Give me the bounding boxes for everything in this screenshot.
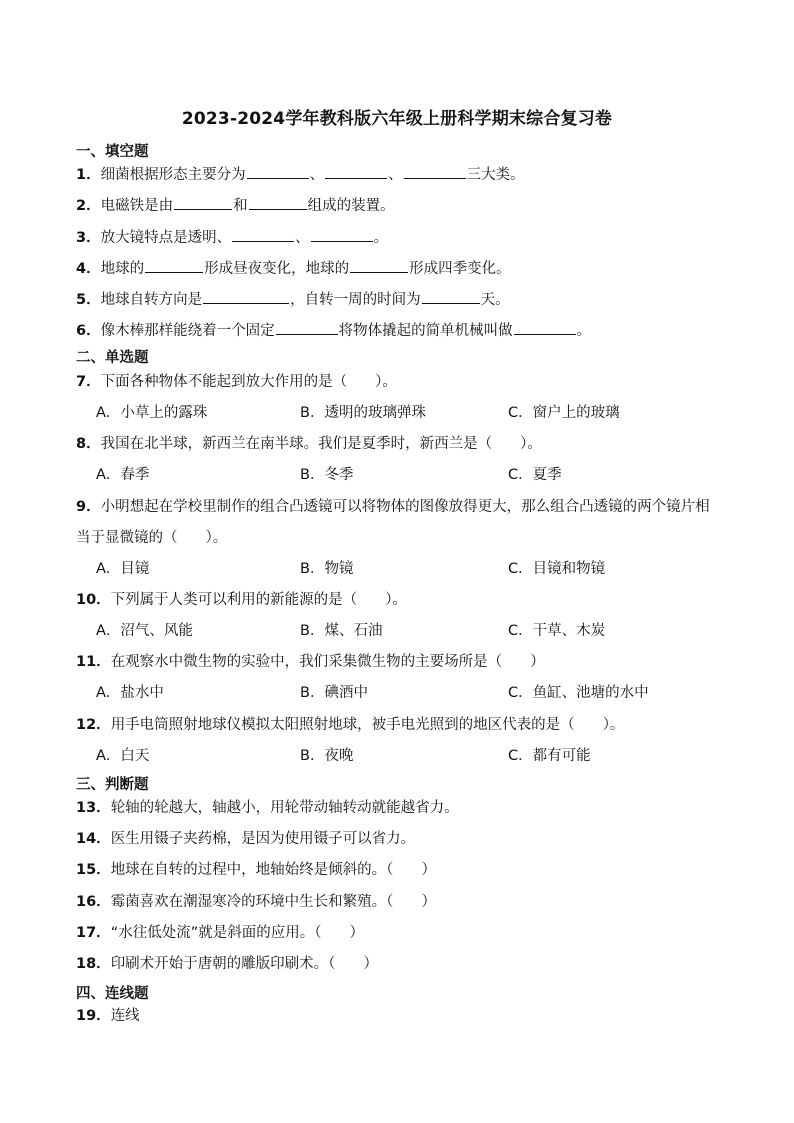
question-text: 小明想起在学校里制作的组合凸透镜可以将物体的图像放得更大，那么组合凸透镜的两个镜片相	[100, 499, 710, 515]
answer-blank[interactable]	[350, 258, 408, 273]
question-number: 1．	[76, 167, 101, 183]
option-a[interactable]: A．盐水中	[96, 685, 164, 701]
answer-blank[interactable]	[422, 289, 480, 304]
question-text: 医生用镊子夹药棉，是因为使用镊子可以省力。	[110, 831, 416, 847]
answer-blank[interactable]	[203, 289, 289, 304]
question-text: 、	[295, 230, 310, 246]
answer-blank[interactable]	[514, 320, 576, 335]
question-text: 天。	[480, 292, 510, 308]
question-17	[76, 923, 364, 943]
question-number: 18．	[76, 956, 111, 972]
question-9-cont	[76, 528, 227, 548]
question-number: 17．	[76, 925, 111, 941]
question-text: ）。	[385, 592, 407, 608]
question-text: 和	[233, 198, 248, 214]
option-b[interactable]: B．物镜	[300, 561, 354, 577]
answer-blank[interactable]	[247, 164, 309, 179]
section-true-false: 三、判断题	[76, 777, 149, 793]
question-text: ）	[363, 956, 378, 972]
question-text: 我国在北半球，新西兰在南半球。我们是夏季时，新西兰是（	[100, 436, 493, 452]
question-text: 细菌根据形态主要分为	[100, 167, 246, 183]
question-5	[76, 289, 510, 310]
question-3	[76, 227, 388, 248]
question-6	[76, 320, 591, 341]
question-9	[76, 497, 710, 517]
question-text: 地球自转方向是	[100, 292, 203, 308]
option-a[interactable]: A．小草上的露珠	[96, 405, 208, 421]
question-10	[76, 590, 407, 610]
answer-blank[interactable]	[325, 164, 387, 179]
question-number: 6．	[76, 323, 101, 339]
question-number: 14．	[76, 831, 111, 847]
section-single-choice: 二、单选题	[76, 350, 149, 366]
question-number: 2．	[76, 198, 101, 214]
option-b[interactable]: B．冬季	[300, 467, 354, 483]
option-c[interactable]: C．都有可能	[508, 748, 591, 764]
question-number: 7．	[76, 374, 101, 390]
question-2	[76, 195, 395, 216]
question-14	[76, 829, 415, 849]
page-title: 2023-2024学年教科版六年级上册科学期末综合复习卷	[181, 109, 613, 129]
question-15	[76, 860, 436, 880]
question-1	[76, 164, 525, 185]
option-c[interactable]: C．夏季	[508, 467, 562, 483]
question-12	[76, 715, 624, 735]
question-text: ，自转一周的时间为	[290, 292, 421, 308]
option-c[interactable]: C．目镜和物镜	[508, 561, 606, 577]
section-matching: 四、连线题	[76, 986, 149, 1002]
question-number: 19．	[76, 1008, 111, 1024]
question-number: 10．	[76, 592, 111, 608]
question-8	[76, 434, 542, 454]
question-text: 电磁铁是由	[100, 198, 174, 214]
answer-blank[interactable]	[311, 227, 373, 242]
option-a[interactable]: A．白天	[96, 748, 150, 764]
question-text: 组成的装置。	[307, 198, 395, 214]
question-text: 形成昼夜变化，地球的	[204, 261, 350, 277]
question-text: 、	[388, 167, 403, 183]
question-text: ）	[421, 862, 436, 878]
question-text: 。	[373, 230, 389, 246]
question-number: 3．	[76, 230, 101, 246]
question-text: ）。	[375, 374, 397, 390]
option-c[interactable]: C．窗户上的玻璃	[508, 405, 620, 421]
question-text: ）。	[520, 436, 542, 452]
question-text: 、	[309, 167, 325, 183]
question-text: 下列属于人类可以利用的新能源的是（	[110, 592, 358, 608]
question-text: 像木棒那样能绕着一个固定	[100, 323, 275, 339]
question-text: ）	[349, 925, 364, 941]
option-b[interactable]: B．夜晚	[300, 748, 354, 764]
question-text: 连线	[110, 1008, 140, 1024]
answer-blank[interactable]	[276, 320, 338, 335]
option-c[interactable]: C．干草、木炭	[508, 623, 606, 639]
option-a[interactable]: A．春季	[96, 467, 150, 483]
question-18	[76, 954, 378, 974]
question-text: 将物体撬起的简单机械叫做	[338, 323, 513, 339]
question-text: ）	[530, 654, 545, 670]
answer-blank[interactable]	[232, 227, 294, 242]
question-text: 印刷术开始于唐朝的雕版印刷术。（	[110, 956, 336, 972]
option-a[interactable]: A．沼气、风能	[96, 623, 193, 639]
question-text: 霉菌喜欢在潮湿寒冷的环境中生长和繁殖。（	[110, 894, 394, 910]
question-text: ）	[421, 894, 436, 910]
answer-blank[interactable]	[174, 195, 232, 210]
question-text: 放大镜特点是透明、	[100, 230, 232, 246]
question-number: 4．	[76, 261, 101, 277]
question-19	[76, 1006, 140, 1026]
question-text: 形成四季变化。	[409, 261, 511, 277]
question-13	[76, 798, 459, 818]
question-4	[76, 258, 511, 279]
question-text: 地球的	[100, 261, 145, 277]
option-a[interactable]: A．目镜	[96, 561, 150, 577]
question-text: ）。	[205, 530, 228, 546]
question-7	[76, 372, 397, 392]
question-text: 轮轴的轮越大，轴越小，用轮带动轴转动就能越省力。	[110, 800, 459, 816]
option-c[interactable]: C．鱼缸、池塘的水中	[508, 685, 649, 701]
option-b[interactable]: B．透明的玻璃弹珠	[300, 405, 426, 421]
question-number: 9．	[76, 499, 101, 515]
option-b[interactable]: B．煤、石油	[300, 623, 383, 639]
question-text: 用手电筒照射地球仪模拟太阳照射地球，被手电光照到的地区代表的是（	[110, 717, 575, 733]
question-text: 。	[576, 323, 592, 339]
question-text: 在观察水中微生物的实验中，我们采集微生物的主要场所是（	[110, 654, 503, 670]
question-text: “水往低处流”就是斜面的应用。（	[110, 925, 322, 941]
question-number: 11．	[76, 654, 111, 670]
question-number: 15．	[76, 862, 111, 878]
question-text: 当于显微镜的（	[76, 530, 178, 546]
question-number: 8．	[76, 436, 101, 452]
question-number: 13．	[76, 800, 111, 816]
question-number: 5．	[76, 292, 101, 308]
question-number: 16．	[76, 894, 111, 910]
answer-blank[interactable]	[404, 164, 466, 179]
option-b[interactable]: B．碘酒中	[300, 685, 368, 701]
question-text: 下面各种物体不能起到放大作用的是（	[100, 374, 348, 390]
question-16	[76, 892, 436, 912]
question-11	[76, 652, 545, 672]
question-text: 地球在自转的过程中，地轴始终是倾斜的。（	[110, 862, 394, 878]
question-number: 12．	[76, 717, 111, 733]
section-fill-blank: 一、填空题	[76, 144, 149, 160]
question-text: ）。	[602, 717, 625, 733]
answer-blank[interactable]	[249, 195, 307, 210]
question-text: 三大类。	[466, 167, 525, 183]
answer-blank[interactable]	[145, 258, 203, 273]
